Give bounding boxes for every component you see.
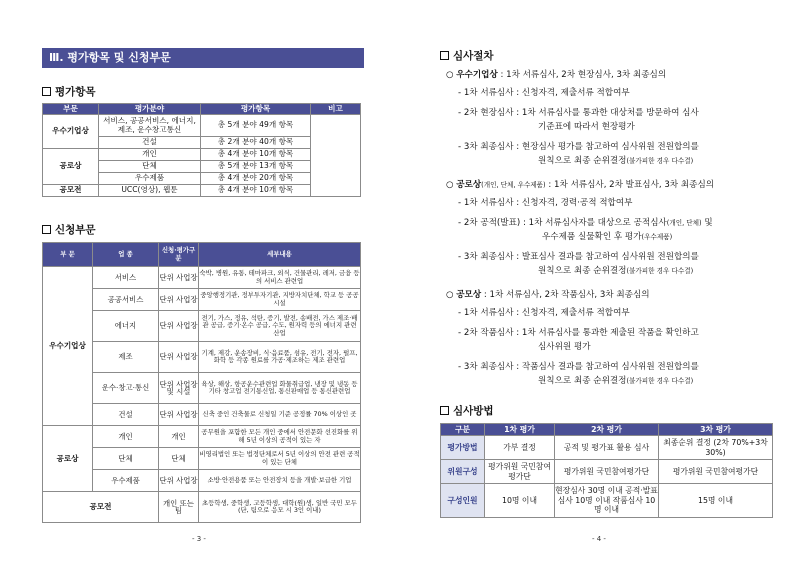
industry-cell: 우수제품 xyxy=(93,470,159,492)
division-cell: 공모전 xyxy=(43,492,159,523)
procedure-note: (우수제품) xyxy=(641,233,673,241)
table-cell: 가부 결정 xyxy=(485,436,555,460)
items-cell: 총 5개 분야 13개 항목 xyxy=(201,161,311,173)
header-cell: 부 문 xyxy=(43,243,93,267)
header-cell: 신청·평가구분 xyxy=(159,243,199,267)
header-cell: 평가항목 xyxy=(201,104,311,115)
table-row xyxy=(43,492,361,523)
method-table xyxy=(440,423,773,518)
detail-cell: 초등학생, 중학생, 고등학생, 대학(원)생, 일반 국민 모두 (단, 팀으로 응모 시 3인 이내) xyxy=(199,492,361,523)
table-row xyxy=(43,115,361,137)
table-cell: 평가위원 국민참여평가단 xyxy=(555,460,659,484)
industry-cell: 단체 xyxy=(93,448,159,470)
unit-cell: 단체 xyxy=(159,448,199,470)
table-row xyxy=(43,267,361,289)
unit-cell: 단위 사업장 xyxy=(159,404,199,426)
table-cell: 10명 이내 xyxy=(485,484,555,518)
procedure-note: (개인, 단체) xyxy=(666,219,702,227)
procedure-step: - 1차 서류심사 : 신청자격, 제출서류 적합여부 xyxy=(458,88,630,98)
field-cell: 우수제품 xyxy=(99,173,201,185)
unit-cell: 단위 사업장 및 시설 xyxy=(159,373,199,404)
industry-cell: 공공서비스 xyxy=(93,289,159,311)
section-title: 심사절차 xyxy=(453,50,494,62)
square-bullet-icon xyxy=(440,406,449,415)
table-header-row xyxy=(43,243,361,267)
table-cell: 현장심사 30명 이내 공적·발표심사 10명 이내 작품심사 10명 이내 xyxy=(555,484,659,518)
section-review-method xyxy=(440,403,494,418)
circle-bullet-icon: ○ xyxy=(446,180,457,190)
procedure-step: - 3차 최종심사 : 작품심사 결과를 참고하여 심사위원 전원합의를 xyxy=(458,362,699,372)
procedure-step: - 3차 최종심사 : 발표심사 결과를 참고하여 심사위원 전원합의를 xyxy=(458,252,699,262)
detail-cell: 육상, 해상, 항공운수관련업 화물취급업, 냉장 및 냉동 등 기타 창고업 전기통신업, 통신판매업 등 통신관련업 xyxy=(199,373,361,404)
circle-bullet-icon: ○ xyxy=(446,290,457,300)
industry-cell: 개인 xyxy=(93,426,159,448)
table-cell: 최종순위 결정 (2차 70%+3차 30%) xyxy=(659,436,773,460)
procedure-step: - 2차 공적(발표) : 1차 서류심사자를 대상으로 공적심사(개인, 단체) 및 xyxy=(458,218,713,228)
detail-cell: 신축 중인 건축물로 신청일 기준 공정률 70% 이상인 곳 xyxy=(199,404,361,426)
field-cell: 건설 xyxy=(99,137,201,149)
unit-cell: 개인 xyxy=(159,426,199,448)
items-cell: 총 2개 분야 40개 항목 xyxy=(201,137,311,149)
page-number: - 3 - xyxy=(192,535,206,543)
row-label: 위원구성 xyxy=(441,460,485,484)
field-cell: UCC(영상), 웹툰 xyxy=(99,185,201,197)
detail-cell: 소방·안전용품 또는 안전장치 등을 개발·보급한 기업 xyxy=(199,470,361,492)
square-bullet-icon xyxy=(42,225,51,234)
procedure-note: (불가피한 경우 다수결) xyxy=(626,157,694,165)
procedure-step-continued: 원칙으로 최종 순위결정(불가피한 경우 다수결) xyxy=(538,266,694,276)
procedure-summary: : 1차 서류심사, 2차 작품심사, 3차 최종심의 xyxy=(483,290,650,300)
procedure-heading xyxy=(446,180,714,191)
unit-cell: 단위 사업장 xyxy=(159,342,199,373)
items-cell: 총 5개 분야 49개 항목 xyxy=(201,115,311,137)
circle-bullet-icon: ○ xyxy=(446,70,457,80)
section-title: 평가항목 xyxy=(55,86,96,98)
procedure-step: - 1차 서류심사 : 신청자격, 제출서류 적합여부 xyxy=(458,308,630,318)
unit-cell: 단위 사업장 xyxy=(159,267,199,289)
header-cell: 평가분야 xyxy=(99,104,201,115)
industry-cell: 에너지 xyxy=(93,311,159,342)
industry-cell: 서비스 xyxy=(93,267,159,289)
table-cell: 평가위원 국민참여평가단 xyxy=(485,460,555,484)
evaluation-table xyxy=(42,103,361,197)
procedure-step-continued: 기준표에 따라서 현장평가 xyxy=(538,122,635,132)
header-cell: 2차 평가 xyxy=(555,424,659,436)
items-cell: 총 4개 분야 10개 항목 xyxy=(201,185,311,197)
header-cell: 1차 평가 xyxy=(485,424,555,436)
items-cell: 총 4개 분야 10개 항목 xyxy=(201,149,311,161)
detail-cell: 전기, 가스, 정유, 석탄, 증기, 발전, 송배전, 가스 제조·배관 공급, 증기·온수 공급, 수도, 원자력 등의 에너지 관련 산업 xyxy=(199,311,361,342)
division-cell: 공모전 xyxy=(43,185,99,197)
procedure-heading xyxy=(446,70,666,81)
page-number: - 4 - xyxy=(592,535,606,543)
square-bullet-icon xyxy=(42,87,51,96)
table-header-row xyxy=(441,424,773,436)
procedure-title: 공모상 xyxy=(456,290,482,300)
table-cell: 15명 이내 xyxy=(659,484,773,518)
procedure-step: - 2차 현장심사 : 1차 서류심사를 통과한 대상처를 방문하여 심사 xyxy=(458,108,699,118)
section-title: 신청부문 xyxy=(55,224,96,236)
detail-cell: 공무원을 포함한 모든 개인 중에서 안전문화 선진화를 위해 5년 이상의 공적이 있는 자 xyxy=(199,426,361,448)
detail-cell: 기계, 제강, 운송장비, 식·음료품, 섬유, 전기, 전자, 펄프, 화학 등 각종 원료를 가공·제조하는 제조 관련업 xyxy=(199,342,361,373)
field-cell: 단체 xyxy=(99,161,201,173)
table-header-row xyxy=(43,104,361,115)
procedure-step-continued: 심사위원 평가 xyxy=(538,342,591,352)
section-evaluation-items xyxy=(42,84,96,99)
procedure-note: (불가피한 경우 다수결) xyxy=(626,377,694,385)
table-row xyxy=(441,484,773,518)
field-cell: 서비스, 공공서비스, 에너지, 제조, 운수창고통신 xyxy=(99,115,201,137)
right-page xyxy=(400,0,800,566)
procedure-step-continued: 원칙으로 최종 순위결정(불가피한 경우 다수결) xyxy=(538,156,694,166)
division-cell: 공로상 xyxy=(43,149,99,185)
procedure-heading xyxy=(446,290,650,301)
unit-cell: 단위 사업장 xyxy=(159,289,199,311)
header-cell: 업 종 xyxy=(93,243,159,267)
note-cell xyxy=(311,115,361,197)
table-row xyxy=(441,460,773,484)
detail-cell: 중앙행정기관, 정부투자기관, 지방자치단체, 학교 등 공공시설 xyxy=(199,289,361,311)
header-cell: 구분 xyxy=(441,424,485,436)
table-cell: 공적 및 평가표 활용 심사 xyxy=(555,436,659,460)
row-label: 평가방법 xyxy=(441,436,485,460)
chapter-title: Ⅲ. 평가항목 및 신청부문 xyxy=(42,48,364,68)
items-cell: 총 4개 분야 20개 항목 xyxy=(201,173,311,185)
procedure-title-suffix: (개인, 단체, 우수제품) xyxy=(481,181,546,189)
procedure-step-continued: 원칙으로 최종 순위결정(불가피한 경우 다수결) xyxy=(538,376,694,386)
application-table xyxy=(42,242,361,523)
header-cell: 3차 평가 xyxy=(659,424,773,436)
procedure-note: (불가피한 경우 다수결) xyxy=(626,267,694,275)
division-cell: 공로상 xyxy=(43,426,93,492)
industry-cell: 운수·창고·통신 xyxy=(93,373,159,404)
header-cell: 세부내용 xyxy=(199,243,361,267)
section-title: 심사방법 xyxy=(453,405,494,417)
square-bullet-icon xyxy=(440,51,449,60)
procedure-step-continued: 우수제품 실물확인 후 평가(우수제품) xyxy=(542,232,673,242)
division-cell: 우수기업상 xyxy=(43,115,99,149)
procedure-step: - 3차 최종심사 : 현장심사 평가를 참고하여 심사위원 전원합의를 xyxy=(458,142,699,152)
division-cell: 우수기업상 xyxy=(43,267,93,426)
industry-cell: 제조 xyxy=(93,342,159,373)
field-cell: 개인 xyxy=(99,149,201,161)
header-cell: 부문 xyxy=(43,104,99,115)
procedure-title: 우수기업상 xyxy=(456,70,498,80)
table-row xyxy=(441,436,773,460)
table-row xyxy=(43,426,361,448)
procedure-summary: : 1차 서류심사, 2차 현장심사, 3차 최종심의 xyxy=(500,70,667,80)
industry-cell: 건설 xyxy=(93,404,159,426)
section-review-procedure xyxy=(440,48,494,63)
row-label: 구성인원 xyxy=(441,484,485,518)
procedure-step: - 1차 서류심사 : 신청자격, 경력·공적 적합여부 xyxy=(458,198,633,208)
detail-cell: 숙박, 병원, 유통, 테마파크, 외식, 건물관리, 레저, 금융 등의 서비스 관련업 xyxy=(199,267,361,289)
unit-cell: 단위 사업장 xyxy=(159,311,199,342)
section-application-categories xyxy=(42,222,96,237)
unit-cell: 단위 사업장 xyxy=(159,470,199,492)
table-cell: 평가위원 국민참여평가단 xyxy=(659,460,773,484)
procedure-summary: : 1차 서류심사, 2차 발표심사, 3차 최종심의 xyxy=(548,180,715,190)
procedure-step: - 2차 작품심사 : 1차 서류심사를 통과한 제출된 작품을 확인하고 xyxy=(458,328,699,338)
unit-cell: 개인 또는 팀 xyxy=(159,492,199,523)
procedure-title: 공로상 xyxy=(456,180,482,190)
detail-cell: 비영리법인 또는 법정단체로서 5년 이상의 안전 관련 공적이 있는 단체 xyxy=(199,448,361,470)
header-cell: 비고 xyxy=(311,104,361,115)
